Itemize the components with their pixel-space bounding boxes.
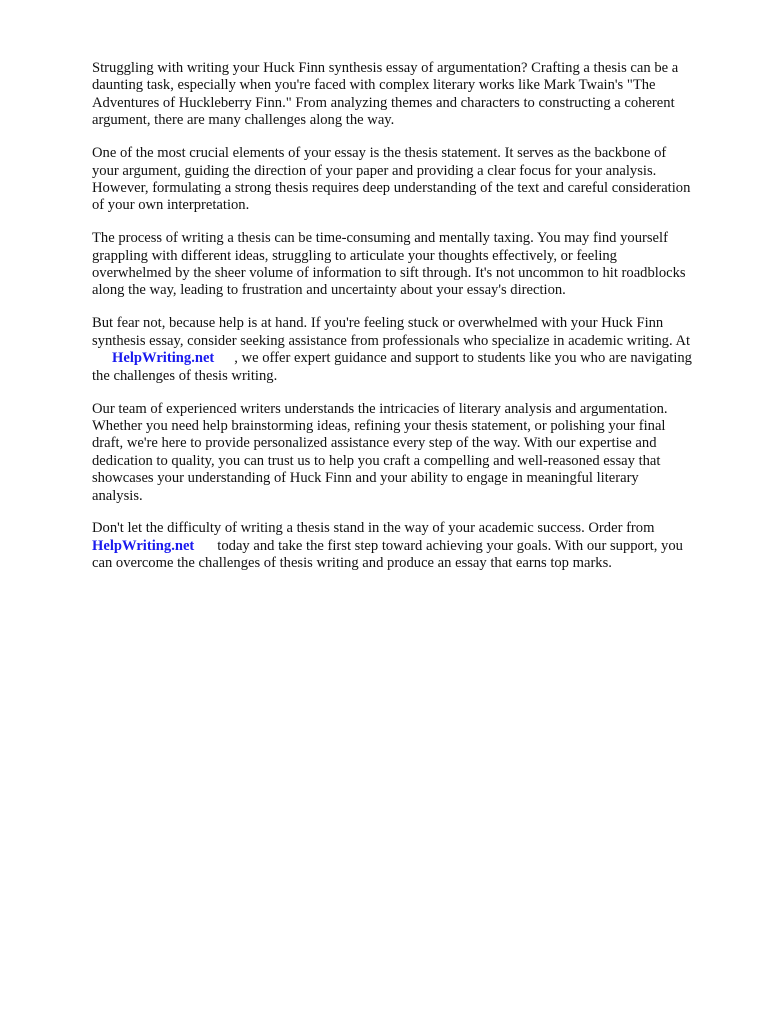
paragraph-help-offer-tail: , we offer expert guidance and support to students like you who are navigating the challenges of thesis writing. [92, 350, 692, 384]
helpwriting-link[interactable]: HelpWriting.net [112, 350, 215, 367]
helpwriting-link-cta[interactable]: HelpWriting.net [92, 537, 195, 554]
paragraph-help-offer [92, 315, 692, 385]
paragraph-thesis-importance: One of the most crucial elements of your essay is the thesis statement. It serves as the backbone of your argument, guiding the direction of your paper and providing a clear focus for your analysis. However, formulating a strong thesis requires deep understanding of the text and careful consideration of your own interpretation. [92, 145, 691, 214]
document-body [92, 60, 692, 588]
paragraph-cta-tail: today and take the first step toward achieving your goals. With our support, you can overcome the challenges of thesis writing and produce an essay that earns top marks. [92, 537, 683, 572]
paragraph-help-offer-text: But fear not, because help is at hand. If you're feeling stuck or overwhelmed with your Huck Finn synthesis essay, consider seeking assistance from professionals who specialize in academic writing. At [92, 315, 691, 349]
paragraph-team: Our team of experienced writers understands the intricacies of literary analysis and argumentation. Whether you need help brainstorming ideas, refining your thesis statement, or polishing your final draft, we're here to provide personalized assistance every step of the way. With our expertise and dedication to quality, you can trust us to help you craft a compelling and well-reasoned essay that showcases your understanding of Huck Finn and your ability to engage in meaningful literary analysis. [92, 400, 668, 504]
paragraph-call-to-action [92, 520, 692, 572]
paragraph-writing-process: The process of writing a thesis can be time-consuming and mentally taxing. You may find yourself grappling with different ideas, struggling to articulate your thoughts effectively, or feeling overwhelmed by the sheer volume of information to sift through. It's not uncommon to hit roadblocks along the way, leading to frustration and uncertainty about your essay's direction. [92, 230, 686, 299]
paragraph-cta-text: Don't let the difficulty of writing a thesis stand in the way of your academic success. Order from [92, 520, 655, 537]
paragraph-intro: Struggling with writing your Huck Finn synthesis essay of argumentation? Crafting a thesis can be a daunting task, especially when you're faced with complex literary works like Mark Twain's "The Adventures of Huckleberry Finn." From analyzing themes and characters to constructing a coherent argument, there are many challenges along the way. [92, 60, 679, 129]
